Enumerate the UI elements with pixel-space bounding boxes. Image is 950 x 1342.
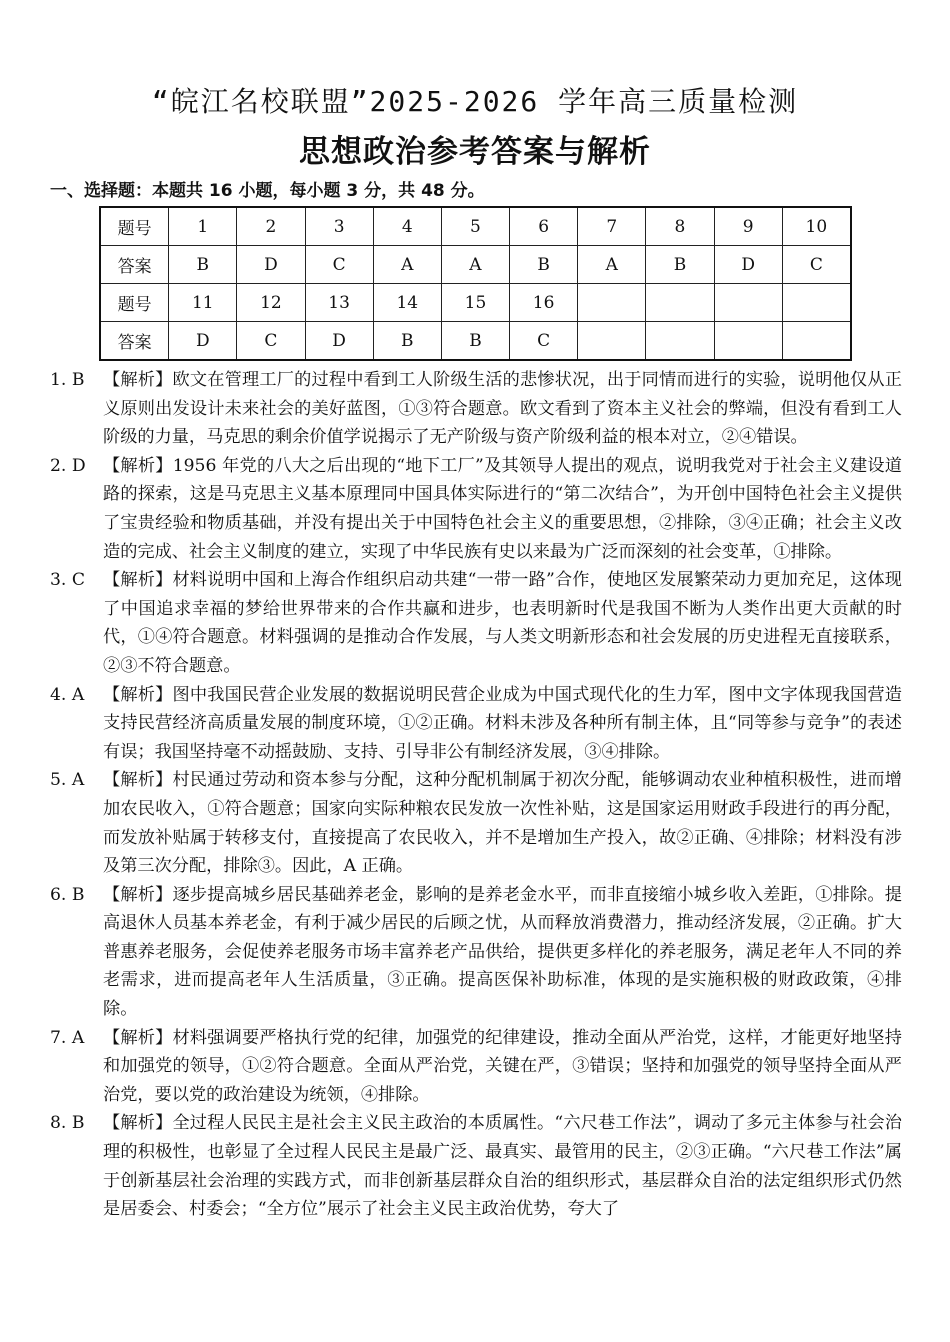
answer-table [99, 206, 852, 361]
question-answer-label: 5. A [50, 770, 85, 791]
question-answer-label: 3. C [50, 570, 86, 591]
table-cell [714, 322, 782, 361]
table-cell: 4 [373, 207, 441, 246]
table-cell: 9 [714, 207, 782, 246]
explanation-text: 【解析】图中我国民营企业发展的数据说明民营企业成为中国式现代化的生力军，图中文字体现我国营造支持民营经济高质量发展的制度环境，①②正确。材料未涉及各种所有制主体，且“同等参与竞争”的表述有误；我国坚持毫不动摇鼓励、支持、引导非公有制经济发展，③④排除。 [103, 684, 902, 762]
explanation-text: 【解析】欧文在管理工厂的过程中看到工人阶级生活的悲惨状况，出于同情而进行的实验，说明他仅从正义原则出发设计未来社会的美好蓝图，①③符合题意。欧文看到了资本主义社会的弊端，但没有看到工人阶级的力量，马克思的剩余价值学说揭示了无产阶级与资产阶级利益的根本对立，②④错误。 [103, 370, 902, 448]
question-answer-label: 6. B [50, 884, 85, 905]
exam-title: “皖江名校联盟”2025-2026 学年高三质量检测 [151, 85, 799, 118]
table-row [100, 207, 851, 246]
table-row [100, 322, 851, 361]
explanations-list [50, 366, 902, 1224]
explanation-item [50, 681, 902, 767]
table-cell [782, 322, 851, 361]
explanation-text: 【解析】全过程人民民主是社会主义民主政治的本质属性。“六尺巷工作法”，调动了多元主体参与社会治理的积极性，也彰显了全过程人民民主是最广泛、最真实、最管用的民主，②③正确。“六尺巷工作法”属于创新基层社会治理的实践方式，而非创新基层群众自治的组织形式，基层群众自治的法定组织形式仍然是居委会、村委会；“全方位”展示了社会主义民主政治优势，夸大了 [103, 1113, 902, 1220]
table-cell: 10 [782, 207, 851, 246]
explanation-text: 【解析】1956 年党的八大之后出现的“地下工厂”及其领导人提出的观点，说明我党对于社会主义建设道路的探索，这是马克思主义基本原理同中国具体实际进行的“第二次结合”，为开创中国特色社会主义提供了宝贵经验和物质基础，并没有提出关于中国特色社会主义的重要思想，②排除，③④正确；社会主义改造的完成、社会主义制度的建立，实现了中华民族有史以来最为广泛而深刻的社会变革，①排除。 [103, 455, 902, 562]
table-cell: 5 [441, 207, 509, 246]
table-cell: C [305, 246, 373, 284]
table-cell: D [237, 246, 305, 284]
explanation-text: 【解析】材料说明中国和上海合作组织启动共建“一带一路”合作，使地区发展繁荣动力更加充足，这体现了中国追求幸福的梦给世界带来的合作共赢和进步，也表明新时代是我国不断为人类作出更大贡献的时代，①④符合题意。材料强调的是推动合作发展，与人类文明新形态和社会发展的历史进程无直接联系，②③不符合题意。 [103, 570, 902, 676]
question-answer-label: 2. D [50, 455, 86, 476]
table-cell: 16 [510, 284, 578, 322]
table-row-header: 答案 [100, 246, 169, 284]
table-cell: B [373, 322, 441, 361]
table-cell: 7 [578, 207, 646, 246]
explanation-item [50, 366, 902, 452]
table-cell: 14 [373, 284, 441, 322]
table-cell: 8 [646, 207, 714, 246]
question-answer-label: 8. B [50, 1113, 85, 1134]
table-row [100, 284, 851, 322]
explanation-item [50, 881, 902, 1024]
table-cell [646, 322, 714, 361]
explanation-item [50, 1024, 902, 1110]
table-cell: A [373, 246, 441, 284]
table-row [100, 246, 851, 284]
question-answer-label: 7. A [50, 1027, 85, 1048]
table-row-header: 题号 [100, 284, 169, 322]
table-cell: 3 [305, 207, 373, 246]
table-cell: D [714, 246, 782, 284]
table-cell: A [578, 246, 646, 284]
table-cell [578, 322, 646, 361]
table-cell: B [646, 246, 714, 284]
table-cell: B [169, 246, 237, 284]
explanation-item [50, 566, 902, 680]
table-cell: 11 [169, 284, 237, 322]
table-cell: 13 [305, 284, 373, 322]
table-cell: B [510, 246, 578, 284]
table-row-header: 答案 [100, 322, 169, 361]
table-cell: D [305, 322, 373, 361]
table-cell [782, 284, 851, 322]
table-cell: C [782, 246, 851, 284]
table-cell [578, 284, 646, 322]
explanation-text: 【解析】村民通过劳动和资本参与分配，这种分配机制属于初次分配，能够调动农业种植积极性，进而增加农民收入，①符合题意；国家向实际种粮农民发放一次性补贴，这是国家运用财政手段进行的再分配，而发放补贴属于转移支付，直接提高了农民收入，并不是增加生产投入，故②正确、④排除；材料没有涉及第三次分配，排除③。因此，A 正确。 [103, 770, 902, 877]
table-cell: B [441, 322, 509, 361]
table-cell: A [441, 246, 509, 284]
explanation-item [50, 1109, 902, 1223]
explanation-item [50, 452, 902, 566]
table-row-header: 题号 [100, 207, 169, 246]
table-cell: C [237, 322, 305, 361]
question-answer-label: 1. B [50, 370, 85, 390]
table-cell: 1 [169, 207, 237, 246]
table-cell: D [169, 322, 237, 361]
explanation-text: 【解析】材料强调要严格执行党的纪律，加强党的纪律建设，推动全面从严治党，这样，才能更好地坚持和加强党的领导，①②符合题意。全面从严治党，关键在严，③错误；坚持和加强党的领导坚持全面从严治党，要以党的政治建设为统领，④排除。 [103, 1027, 902, 1105]
section-heading: 一、选择题：本题共 16 小题，每小题 3 分，共 48 分。 [50, 181, 485, 201]
question-answer-label: 4. A [50, 684, 85, 705]
table-cell: C [510, 322, 578, 361]
explanation-text: 【解析】逐步提高城乡居民基础养老金，影响的是养老金水平，而非直接缩小城乡收入差距，①排除。提高退休人员基本养老金，有利于减少居民的后顾之忧，从而释放消费潜力，推动经济发展，②正确。扩大普惠养老服务，会促使养老服务市场丰富养老产品供给，提供更多样化的养老服务，满足老年人不同的养老需求，进而提高老年人生活质量，③正确。提高医保补助标准，体现的是实施积极的财政政策，④排除。 [103, 884, 902, 1020]
document-title: 思想政治参考答案与解析 [299, 134, 651, 170]
table-cell: 6 [510, 207, 578, 246]
table-cell: 15 [441, 284, 509, 322]
table-cell: 12 [237, 284, 305, 322]
table-cell [714, 284, 782, 322]
explanation-item [50, 766, 902, 880]
table-cell [646, 284, 714, 322]
table-cell: 2 [237, 207, 305, 246]
